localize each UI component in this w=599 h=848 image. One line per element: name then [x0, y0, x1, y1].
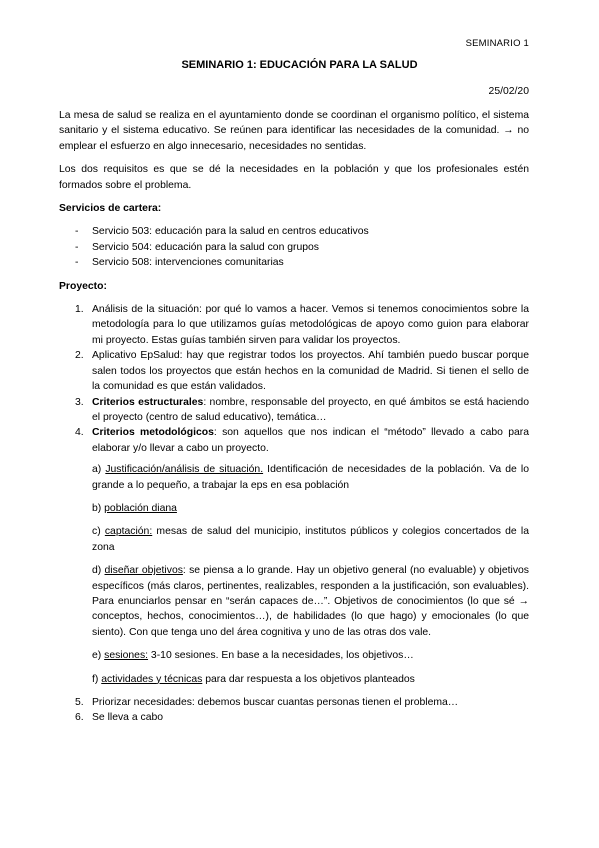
- document-date: 25/02/20: [488, 86, 529, 97]
- list-item: - Servicio 508: intervenciones comunitarias: [59, 255, 529, 270]
- item-text: Priorizar necesidades: debemos buscar cuantas personas tienen el problema…: [92, 697, 459, 708]
- list-item: [59, 695, 529, 710]
- list-item: - Servicio 503: educación para la salud en centros educativos: [59, 224, 529, 239]
- item-number: 5.: [75, 697, 84, 708]
- sub-label: sesiones:: [104, 650, 149, 662]
- document-body: [59, 108, 529, 726]
- item-number: 1.: [75, 304, 84, 316]
- sub-item-b: [92, 501, 529, 516]
- sub-prefix: e): [92, 650, 105, 662]
- item-text: Aplicativo EpSalud: hay que registrar todos los proyectos. Ahí también puedo buscar porque salen todos los proyectos que están hechos en la comunidad de Madrid. Si tienen el sello de la comunidad es que están validados.: [92, 350, 529, 393]
- sub-item-f: [92, 672, 529, 687]
- sub-prefix: a): [92, 464, 106, 476]
- sub-label: captación:: [104, 526, 153, 538]
- servicios-heading: Servicios de cartera:: [59, 203, 162, 215]
- list-item: [59, 348, 529, 394]
- proyecto-list-continued: [59, 695, 529, 726]
- sub-item-a: [92, 462, 529, 493]
- sub-text: 3-10 sesiones. En base a la necesidades, los objetivos…: [148, 650, 414, 662]
- item-number: 4.: [75, 427, 84, 439]
- sub-text: Identificación de necesidades de la población. Va de lo grande a lo pequeño, a trabajar la eps en esa población: [92, 464, 529, 491]
- sub-prefix: c): [92, 526, 105, 538]
- proyecto-list: [59, 302, 529, 456]
- sub-item-e: [92, 648, 529, 663]
- item-text: : son aquellos que nos indican el “método” llevado a cabo para elaborar y/o llevar a cabo un proyecto.: [92, 427, 529, 454]
- sub-label: diseñar objetivos: [104, 565, 183, 577]
- sub-item-c: [92, 524, 529, 555]
- item-text: Se lleva a cabo: [92, 712, 164, 724]
- servicios-list: [59, 224, 529, 270]
- item-text: : nombre, responsable del proyecto, en qué ámbitos se está haciendo el proyecto (centro de salud educativo), temática…: [92, 396, 529, 423]
- sub-prefix: f): [92, 673, 102, 685]
- item-number: 3.: [75, 396, 84, 408]
- document-title: SEMINARIO 1: EDUCACIÓN PARA LA SALUD: [181, 59, 418, 71]
- intro-paragraph-2: Los dos requisitos es que se dé la necesidades en la población y que los profesionales estén formados sobre el problema.: [59, 164, 529, 191]
- list-item: [59, 395, 529, 426]
- sub-item-d: [92, 563, 529, 640]
- intro-paragraph-1: La mesa de salud se realiza en el ayuntamiento donde se coordinan el organismo político, el sistema sanitario y el sistema educativo. Se reúnen para identificar las necesidades de la comunidad. → no emplear el esfuerzo en algo innecesario, necesidades no sentidas.: [59, 110, 529, 152]
- list-item: [59, 710, 529, 725]
- sub-text: mesas de salud del municipio, institutos públicos y colegios concertados de la zona: [92, 526, 529, 553]
- item-label: Criterios metodológicos: [92, 427, 214, 439]
- item-number: 2.: [75, 350, 84, 362]
- item-number: 6.: [75, 712, 84, 724]
- item-text: Análisis de la situación: por qué lo vamos a hacer. Vemos si tenemos conocimientos sobre la metodología para lo que utilizamos guías metodológicas de apoyo como guion para elaborar mi proyecto. Estas guías también sirven para validar los proyectos.: [92, 304, 529, 346]
- list-item: - Servicio 504: educación para la salud con grupos: [59, 240, 529, 255]
- list-item: [59, 302, 529, 348]
- sub-label: Justificación/análisis de situación.: [105, 464, 264, 476]
- sub-prefix: d): [92, 565, 105, 577]
- sub-label: población diana: [104, 502, 177, 514]
- sub-text: : se piensa a lo grande. Hay un objetivo general (no evaluable) y objetivos específicos (más claros, pertinentes, realizables, responden a la justificación, son evaluables). Para enunciarlos pensar en “serán capaces de…”. Objetivos de conocimientos (lo que sé → conceptos, hechos, conocimientos…), de habilidades (lo que hago) y emocionales (lo que siento). Con que tenga uno del área cognitiva y uno de las otras dos vale.: [92, 565, 529, 638]
- sub-prefix: b): [92, 502, 105, 514]
- list-item: [59, 425, 529, 456]
- sub-label: actividades y técnicas: [101, 673, 203, 685]
- sub-text: para dar respuesta a los objetivos planteados: [202, 673, 415, 685]
- item-label: Criterios estructurales: [92, 396, 204, 408]
- page-header: SEMINARIO 1: [465, 38, 529, 49]
- proyecto-heading: Proyecto:: [59, 280, 107, 292]
